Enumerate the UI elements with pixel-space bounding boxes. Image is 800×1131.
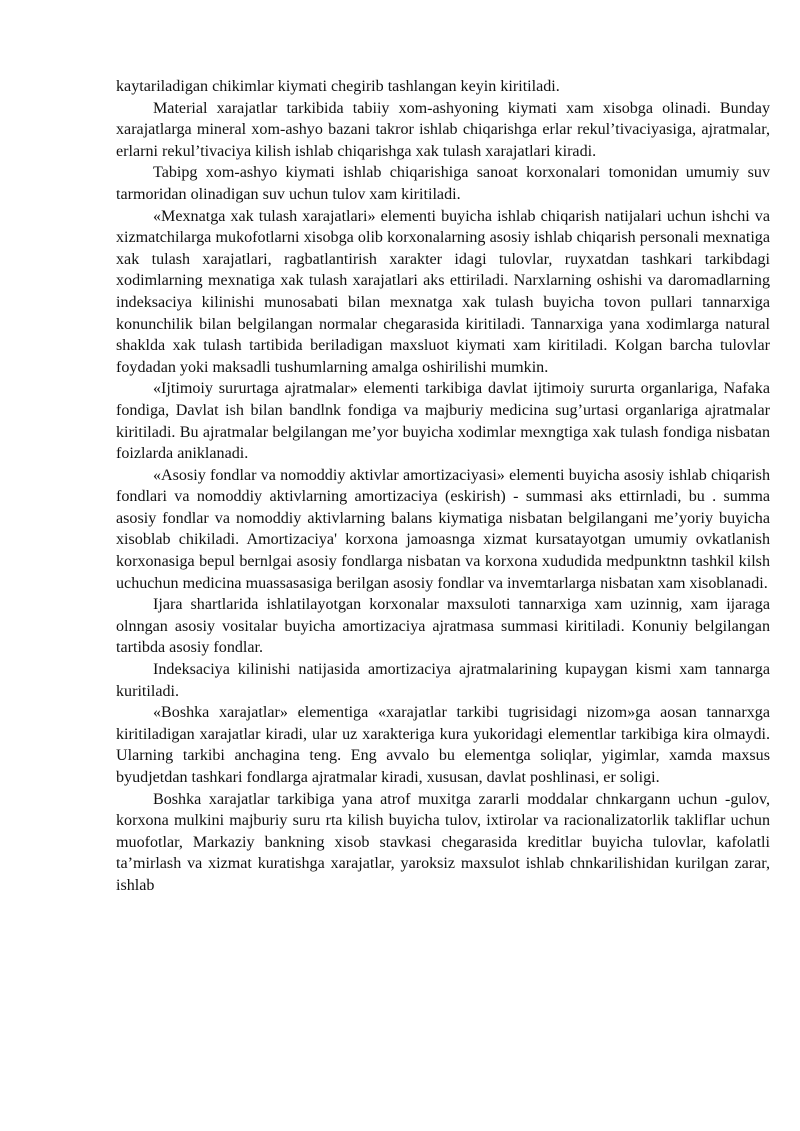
paragraph-material-costs: Material xarajatlar tarkibida tabiiy xom-ashyoning kiymati xam xisobga olinadi. Bunday xarajatlarga mineral xom-ashyo bazani takror ishlab chiqarishga erlar rekul’tivaciyasiga, ajratmalar, erlarni rekul’tivaciya kilish ishlab chiqarishga xak tulash xarajatlari kiradi. bbox=[116, 99, 770, 160]
paragraph-lease-conditions: Ijara shartlarida ishlatilayotgan korxonalar maxsuloti tannarxiga xam uzinnig, xam ijaraga olnngan asosiy vositalar buyicha amortizaciya ajratmasa summasi kiritiladi. Konuniy belgilangan tartibda asosiy fondlar. bbox=[116, 596, 770, 657]
paragraph-other-costs-details: Boshka xarajatlar tarkibiga yana atrof muxitga zararli moddalar chnkargann uchun -gulov, korxona mulkini majburiy suru rta kilish buyicha tulov, ixtirolar va racionalizatorlik takliflar uchun muofotlar, Markaziy bankning xisob stavkasi chegarasida kreditlar buyicha tulovlar, kafolatli ta’mirlash va xizmat kuratishga xarajatlar, yaroksiz maxsulot ishlab chnkarilishidan kurilgan zarar, ishlab bbox=[116, 790, 770, 894]
paragraph-continuation: kaytariladigan chikimlar kiymati chegirib tashlangan keyin kiritiladi. bbox=[116, 78, 560, 95]
paragraph-labor-costs: «Mexnatga xak tulash xarajatlari» elementi buyicha ishlab chiqarish natijalari uchun ishchi va xizmatchilarga mukofotlarni xisobga olib korxonalarning asosiy ishlab chiqarish personali mexnatiga xak tulash xarajatlari, ragbatlantirish xarakter idagi tulovlar, ruyxatdan tashkari tarkibdagi xodimlarning mexnatiga xak tulash xarajatlari aks ettiriladi. Narxlarning oshishi va daromadlarning indeksaciya kilinishi munosabati bilan mexnatga xak tulash buyicha tovon pullari tannarxiga konunchilik bilan belgilangan normalar chegarasida kiritiladi. Tannarxiga yana xodimlarga natural shaklda xak tulash tartibida beriladigan maxsluot kiymati xam kiritiladi. Kolgan barcha tulovlar foydadan yoki maksadli tushumlarning amalga oshirilishi mumkin. bbox=[116, 207, 770, 376]
paragraph-indexation: Indeksaciya kilinishi natijasida amortizaciya ajratmalarining kupaygan kismi xam tannarga kuritiladi. bbox=[116, 661, 770, 700]
document-page bbox=[116, 76, 770, 897]
paragraph-amortization: «Asosiy fondlar va nomoddiy aktivlar amortizaciyasi» elementi buyicha asosiy ishlab chiqarish fondlari va nomoddiy aktivlarning amortizaciya (eskirish) - summasi aks ettirnladi, bu . summa asosiy fondlar va nomoddiy aktivlarning balans kiymatiga nisbatan belgilangani me’yoriy buyicha xisoblab chikiladi. Amortizaciya' korxona jamoasnga xizmat kursatayotgan umumiy ovkatlanish korxonasiga bepul bernlgai asosiy fondlarga nisbatan va korxona xududida medpunktnn tashkil kilsh uchuchun medicina muassasasiga berilgan asosiy fondlar va invemtarlarga nisbatan xam xisoblanadi. bbox=[116, 466, 770, 592]
paragraph-natural-raw-materials: Tabipg xom-ashyo kiymati ishlab chiqarishiga sanoat korxonalari tomonidan umumiy suv tarmoridan olinadigan suv uchun tulov xam kiritiladi. bbox=[116, 164, 770, 203]
paragraph-social-insurance: «Ijtimoiy sururtaga ajratmalar» elementi tarkibiga davlat ijtimoiy sururta organlariga, Nafaka fondiga, Davlat ish bilan bandlnk fondiga va majburiy medicina sug’urtasi organlariga ajratmalar kiritiladi. Bu ajratmalar belgilangan me’yor buyicha xodimlar mexngtiga xak tulash fondiga nisbatan foizlarda aniklanadi. bbox=[116, 380, 770, 463]
paragraph-other-costs: «Boshka xarajatlar» elementiga «xarajatlar tarkibi tugrisidagi nizom»ga aosan tannarxga kiritiladigan xarajatlar kiradi, ular uz xarakteriga kura yukoridagi elementlar tarkibiga kira olmaydi. Ularning tarkibi anchagina teng. Eng avvalo bu elementga soliqlar, yigimlar, xamda maxsus byudjetdan tashkari fondlarga ajratmalar kiradi, xususan, davlat poshlinasi, er soligi. bbox=[116, 704, 770, 786]
